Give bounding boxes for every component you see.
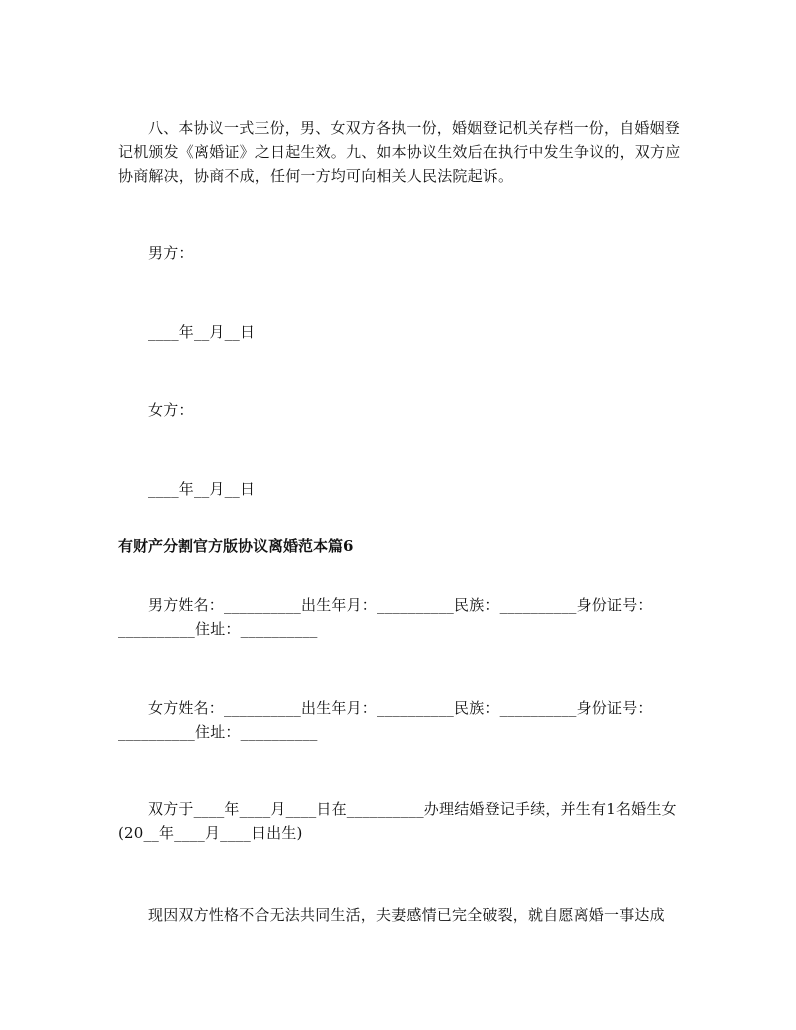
male-info-paragraph: 男方姓名：__________出生年月：__________民族：__________身份证号：__________住址：__________ bbox=[118, 596, 653, 638]
date-line-female: ____年__月__日 bbox=[148, 480, 256, 498]
female-signature-label: 女方： bbox=[148, 401, 194, 419]
female-info-paragraph: 女方姓名：__________出生年月：__________民族：__________身份证号：__________住址：__________ bbox=[118, 699, 653, 741]
date-line-male: ____年__月__日 bbox=[148, 323, 256, 341]
clause-eight-nine-paragraph: 八、本协议一式三份，男、女双方各执一份，婚姻登记机关存档一份，自婚姻登记机颁发《离婚证》之日起生效。九、如本协议生效后在执行中发生争议的，双方应协商解决，协商不成，任何一方均可向相关人民法院起诉。 bbox=[118, 119, 681, 185]
divorce-reason-paragraph: 现因双方性格不合无法共同生活，夫妻感情已完全破裂，就自愿离婚一事达成 bbox=[148, 906, 665, 924]
male-signature-label: 男方： bbox=[148, 244, 194, 262]
marriage-info-paragraph: 双方于____年____月____日在__________办理结婚登记手续，并生有1名婚生女(20__年____月____日出生) bbox=[118, 800, 677, 842]
section-title: 有财产分割官方版协议离婚范本篇6 bbox=[118, 537, 354, 555]
